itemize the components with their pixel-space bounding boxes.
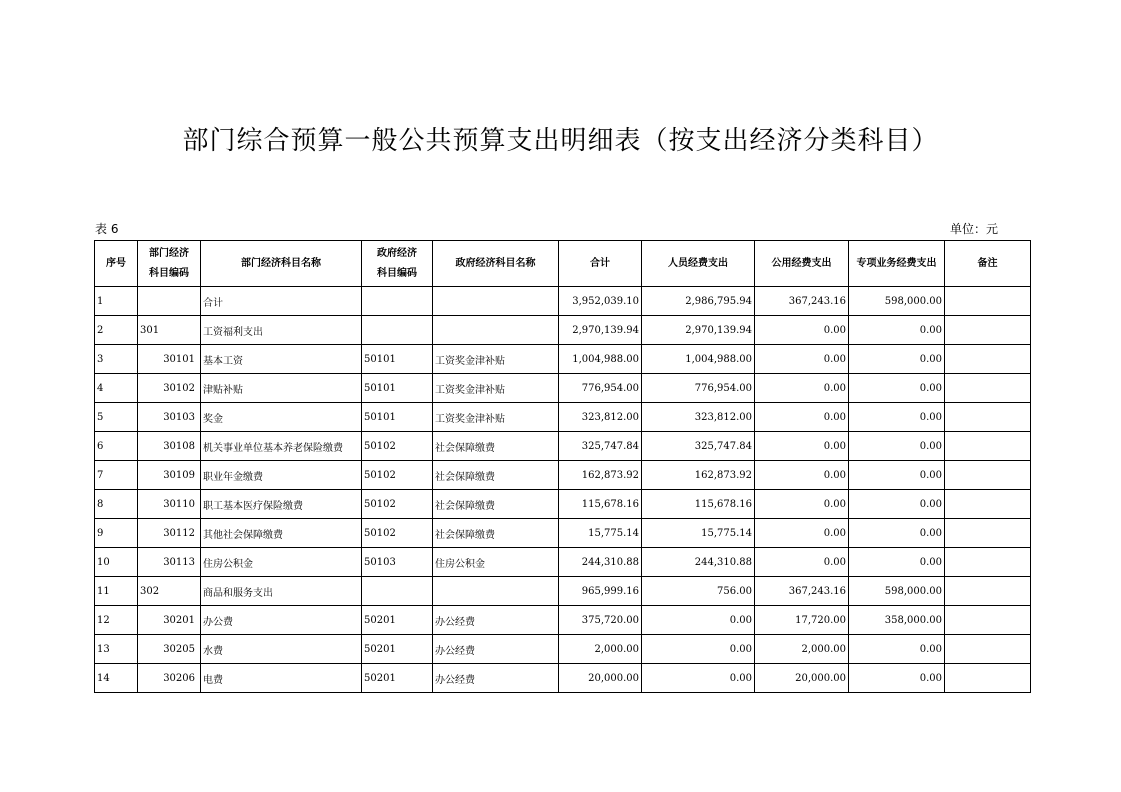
cell-seq: 9 [95,519,138,548]
cell-personnel: 0.00 [642,664,755,693]
cell-special: 0.00 [849,461,945,490]
table-row [95,548,1031,577]
cell-public: 0.00 [755,490,849,519]
cell-personnel: 15,775.14 [642,519,755,548]
cell-special: 0.00 [849,664,945,693]
cell-special: 0.00 [849,548,945,577]
cell-dept-code: 302 [138,577,201,606]
cell-dept-name: 办公费 [201,606,362,635]
cell-remark [945,577,1031,606]
header-seq: 序号 [95,241,138,287]
cell-dept-name: 商品和服务支出 [201,577,362,606]
cell-personnel: 325,747.84 [642,432,755,461]
cell-total: 2,000.00 [559,635,642,664]
cell-seq: 7 [95,461,138,490]
cell-gov-name: 工资奖金津补贴 [433,403,559,432]
cell-public: 0.00 [755,345,849,374]
header-gov-code-line1: 政府经济 [377,247,417,259]
cell-seq: 13 [95,635,138,664]
cell-remark [945,635,1031,664]
cell-gov-name: 工资奖金津补贴 [433,374,559,403]
cell-remark [945,374,1031,403]
cell-gov-code [362,287,433,316]
cell-remark [945,432,1031,461]
header-dept-code [138,241,201,287]
cell-personnel: 1,004,988.00 [642,345,755,374]
cell-personnel: 756.00 [642,577,755,606]
cell-dept-name: 津贴补贴 [201,374,362,403]
cell-dept-code: 30108 [138,432,201,461]
header-public: 公用经费支出 [755,241,849,287]
cell-personnel: 0.00 [642,606,755,635]
cell-personnel: 162,873.92 [642,461,755,490]
cell-seq: 5 [95,403,138,432]
table-header-row [95,241,1031,287]
cell-public: 0.00 [755,403,849,432]
cell-public: 0.00 [755,461,849,490]
expenditure-detail-table [94,240,1031,693]
cell-gov-code: 50102 [362,519,433,548]
cell-special: 0.00 [849,316,945,345]
cell-dept-name: 工资福利支出 [201,316,362,345]
cell-dept-code: 30101 [138,345,201,374]
cell-dept-code: 30205 [138,635,201,664]
cell-gov-code: 50101 [362,345,433,374]
cell-gov-code: 50201 [362,635,433,664]
cell-gov-code: 50102 [362,461,433,490]
cell-remark [945,287,1031,316]
cell-remark [945,519,1031,548]
header-remark: 备注 [945,241,1031,287]
cell-seq: 1 [95,287,138,316]
cell-personnel: 323,812.00 [642,403,755,432]
cell-dept-code: 30110 [138,490,201,519]
cell-dept-code: 30206 [138,664,201,693]
cell-seq: 10 [95,548,138,577]
cell-dept-name: 其他社会保障缴费 [201,519,362,548]
page-title: 部门综合预算一般公共预算支出明细表（按支出经济分类科目） [182,126,939,156]
cell-special: 0.00 [849,490,945,519]
cell-dept-code: 30102 [138,374,201,403]
cell-dept-name: 住房公积金 [201,548,362,577]
cell-total: 115,678.16 [559,490,642,519]
cell-dept-name: 职工基本医疗保险缴费 [201,490,362,519]
cell-gov-code [362,316,433,345]
cell-gov-code: 50102 [362,432,433,461]
header-special: 专项业务经费支出 [849,241,945,287]
cell-total: 3,952,039.10 [559,287,642,316]
cell-total: 965,999.16 [559,577,642,606]
cell-public: 0.00 [755,519,849,548]
cell-total: 2,970,139.94 [559,316,642,345]
header-total: 合计 [559,241,642,287]
table-row [95,577,1031,606]
cell-personnel: 244,310.88 [642,548,755,577]
cell-total: 162,873.92 [559,461,642,490]
cell-special: 0.00 [849,403,945,432]
cell-public: 0.00 [755,316,849,345]
cell-special: 0.00 [849,432,945,461]
cell-public: 367,243.16 [755,287,849,316]
header-gov-code [362,241,433,287]
cell-total: 244,310.88 [559,548,642,577]
cell-gov-name: 办公经费 [433,664,559,693]
header-dept-code-line2: 科目编码 [149,267,189,279]
header-gov-name: 政府经济科目名称 [433,241,559,287]
cell-gov-name: 办公经费 [433,635,559,664]
header-personnel: 人员经费支出 [642,241,755,287]
cell-seq: 3 [95,345,138,374]
cell-personnel: 2,970,139.94 [642,316,755,345]
cell-gov-name: 住房公积金 [433,548,559,577]
cell-dept-name: 基本工资 [201,345,362,374]
cell-total: 325,747.84 [559,432,642,461]
cell-seq: 6 [95,432,138,461]
cell-dept-code [138,287,201,316]
cell-remark [945,606,1031,635]
cell-personnel: 776,954.00 [642,374,755,403]
cell-public: 20,000.00 [755,664,849,693]
cell-special: 0.00 [849,374,945,403]
table-row [95,287,1031,316]
cell-special: 0.00 [849,345,945,374]
cell-total: 323,812.00 [559,403,642,432]
table-row [95,345,1031,374]
header-dept-name: 部门经济科目名称 [201,241,362,287]
cell-dept-code: 30112 [138,519,201,548]
cell-gov-name: 社会保障缴费 [433,490,559,519]
cell-personnel: 2,986,795.94 [642,287,755,316]
table-row [95,374,1031,403]
cell-gov-name: 社会保障缴费 [433,519,559,548]
cell-public: 0.00 [755,432,849,461]
cell-dept-code: 30113 [138,548,201,577]
cell-gov-name: 社会保障缴费 [433,461,559,490]
cell-seq: 11 [95,577,138,606]
cell-gov-name [433,577,559,606]
cell-seq: 2 [95,316,138,345]
table-row [95,606,1031,635]
table-row [95,316,1031,345]
cell-total: 20,000.00 [559,664,642,693]
cell-gov-code: 50101 [362,403,433,432]
cell-personnel: 0.00 [642,635,755,664]
cell-dept-name: 职业年金缴费 [201,461,362,490]
cell-personnel: 115,678.16 [642,490,755,519]
cell-special: 0.00 [849,635,945,664]
cell-dept-code: 301 [138,316,201,345]
cell-dept-code: 30109 [138,461,201,490]
cell-gov-name: 工资奖金津补贴 [433,345,559,374]
cell-public: 0.00 [755,548,849,577]
cell-special: 358,000.00 [849,606,945,635]
table-row [95,664,1031,693]
table-row [95,403,1031,432]
cell-total: 15,775.14 [559,519,642,548]
cell-seq: 4 [95,374,138,403]
cell-remark [945,403,1031,432]
table-row [95,461,1031,490]
table-row [95,519,1031,548]
cell-dept-name: 水费 [201,635,362,664]
cell-seq: 14 [95,664,138,693]
cell-seq: 12 [95,606,138,635]
cell-gov-code: 50201 [362,606,433,635]
cell-dept-name: 机关事业单位基本养老保险缴费 [201,432,362,461]
header-gov-code-line2: 科目编码 [377,267,417,279]
cell-gov-code: 50101 [362,374,433,403]
cell-remark [945,664,1031,693]
cell-public: 2,000.00 [755,635,849,664]
cell-gov-code: 50102 [362,490,433,519]
cell-gov-code: 50201 [362,664,433,693]
cell-public: 0.00 [755,374,849,403]
cell-special: 598,000.00 [849,287,945,316]
cell-dept-name: 合计 [201,287,362,316]
cell-remark [945,490,1031,519]
cell-gov-name: 社会保障缴费 [433,432,559,461]
cell-seq: 8 [95,490,138,519]
cell-special: 0.00 [849,519,945,548]
cell-gov-code: 50103 [362,548,433,577]
cell-total: 375,720.00 [559,606,642,635]
cell-remark [945,316,1031,345]
table-row [95,432,1031,461]
cell-remark [945,548,1031,577]
table-row [95,635,1031,664]
cell-gov-name: 办公经费 [433,606,559,635]
cell-dept-code: 30201 [138,606,201,635]
cell-public: 17,720.00 [755,606,849,635]
table-row [95,490,1031,519]
cell-remark [945,461,1031,490]
header-dept-code-line1: 部门经济 [149,247,189,259]
unit-label: 单位：元 [949,222,998,236]
table-number-label: 表 6 [95,222,119,236]
cell-dept-name: 奖金 [201,403,362,432]
cell-special: 598,000.00 [849,577,945,606]
cell-gov-name [433,287,559,316]
cell-dept-code: 30103 [138,403,201,432]
cell-remark [945,345,1031,374]
cell-total: 776,954.00 [559,374,642,403]
cell-gov-name [433,316,559,345]
cell-gov-code [362,577,433,606]
cell-dept-name: 电费 [201,664,362,693]
cell-public: 367,243.16 [755,577,849,606]
cell-total: 1,004,988.00 [559,345,642,374]
